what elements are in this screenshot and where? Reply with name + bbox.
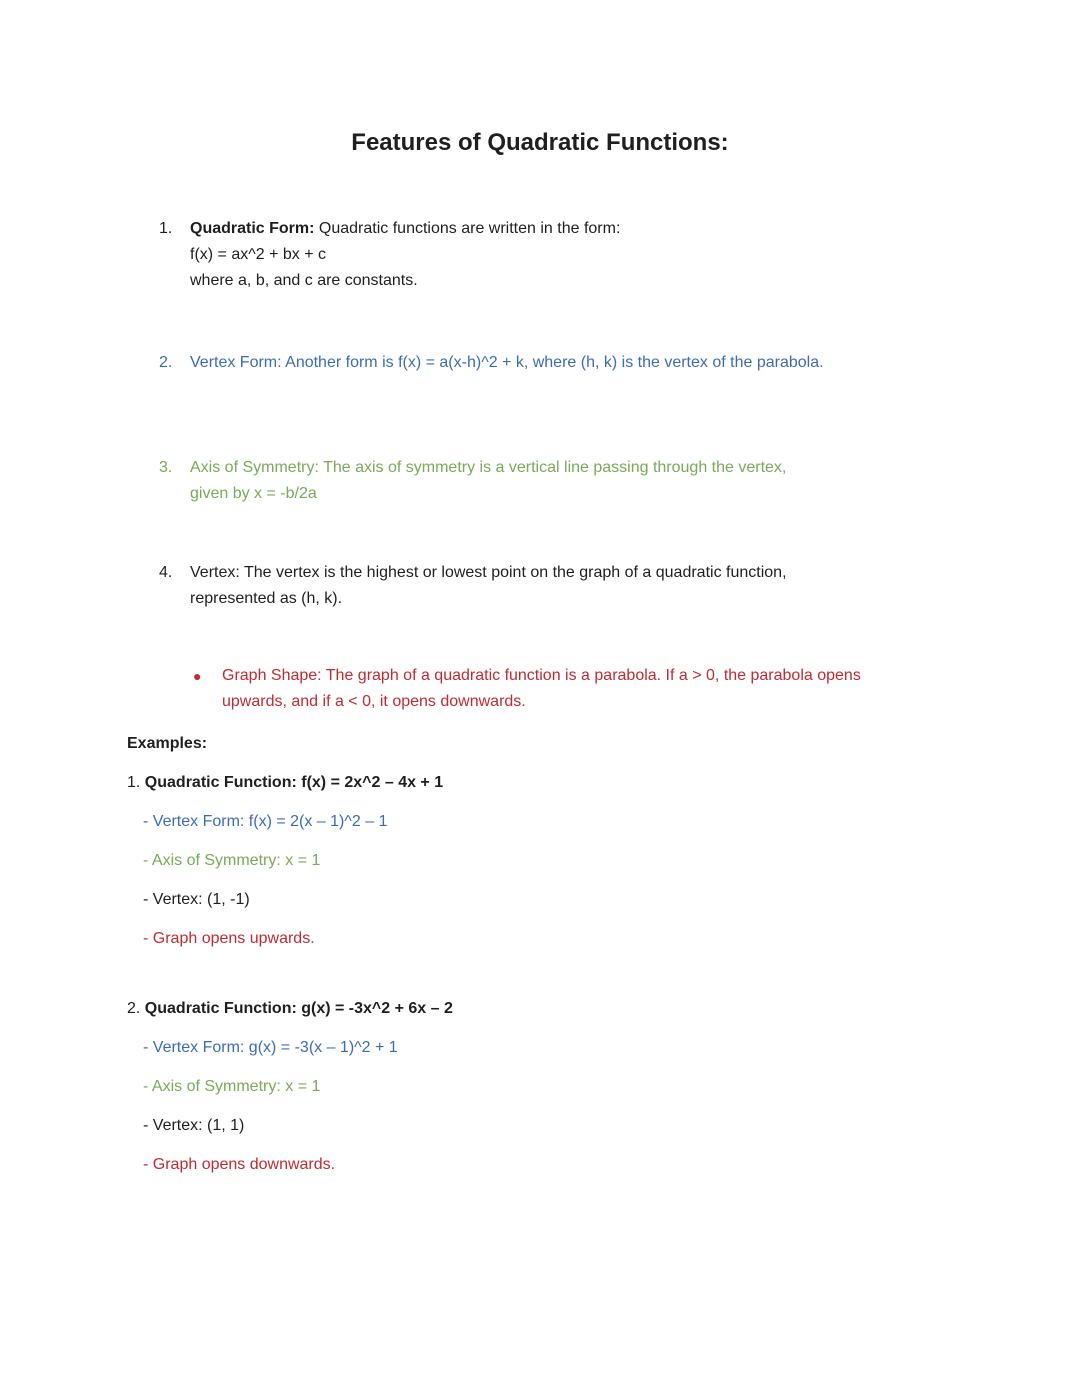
- axis-of-symmetry-line-1: Axis of Symmetry: The axis of symmetry is a vertical line passing through the vertex,: [190, 459, 787, 476]
- list-item-vertex: [159, 560, 1080, 612]
- list-item-text: [190, 216, 1080, 294]
- bullet-item-graph-shape: [193, 663, 1080, 715]
- example-2-number: 2.: [127, 1000, 141, 1017]
- list-item-number: 4.: [159, 564, 173, 581]
- quadratic-form-lead-rest: Quadratic functions are written in the form:: [314, 220, 621, 237]
- page-title: Features of Quadratic Functions:: [351, 129, 729, 156]
- numbered-list: [0, 216, 1080, 715]
- quadratic-form-lead: Quadratic Form:: [190, 220, 315, 237]
- list-item-number: 2.: [159, 354, 173, 371]
- example-1-title: [127, 770, 1080, 796]
- example-1: [127, 770, 1080, 952]
- bullet-item-text: [222, 663, 1080, 715]
- list-item-vertex-form: [159, 350, 1080, 376]
- axis-of-symmetry-line-2: given by x = -b/2a: [190, 485, 317, 502]
- example-2-title: [127, 996, 1080, 1022]
- list-item-text: [190, 560, 1080, 612]
- quadratic-form-line-1: [190, 216, 1080, 242]
- list-item-text: [190, 455, 1080, 507]
- example-1-number: 1.: [127, 774, 141, 791]
- bullet-icon: ●: [193, 668, 202, 684]
- example-2-graph-direction: - Graph opens downwards.: [143, 1156, 336, 1173]
- list-item-number: 1.: [159, 220, 173, 237]
- example-1-vertex-form: - Vertex Form: f(x) = 2(x – 1)^2 – 1: [143, 813, 388, 830]
- quadratic-form-line-3: where a, b, and c are constants.: [190, 272, 418, 289]
- list-item-number: 3.: [159, 459, 173, 476]
- list-item-axis-of-symmetry: [159, 455, 1080, 507]
- examples-section: [127, 731, 1080, 1178]
- example-2: [127, 996, 1080, 1178]
- graph-shape-line-1: Graph Shape: The graph of a quadratic function is a parabola. If a > 0, the parabola opens: [222, 667, 861, 684]
- example-1-vertex: - Vertex: (1, -1): [143, 891, 250, 908]
- vertex-line-1: Vertex: The vertex is the highest or lowest point on the graph of a quadratic function,: [190, 564, 787, 581]
- graph-shape-line-2: upwards, and if a < 0, it opens downwards.: [222, 693, 526, 710]
- example-2-vertex: - Vertex: (1, 1): [143, 1117, 245, 1134]
- example-1-graph-direction: - Graph opens upwards.: [143, 930, 315, 947]
- example-2-title-text: Quadratic Function: g(x) = -3x^2 + 6x – 2: [144, 1000, 453, 1017]
- example-2-vertex-form: - Vertex Form: g(x) = -3(x – 1)^2 + 1: [143, 1039, 398, 1056]
- vertex-line-2: represented as (h, k).: [190, 590, 343, 607]
- example-1-axis-of-symmetry: - Axis of Symmetry: x = 1: [143, 852, 321, 869]
- list-item-text: [190, 350, 1080, 376]
- examples-heading: Examples:: [127, 735, 208, 752]
- quadratic-form-line-2: f(x) = ax^2 + bx + c: [190, 246, 327, 263]
- example-1-title-text: Quadratic Function: f(x) = 2x^2 – 4x + 1: [144, 774, 444, 791]
- example-2-axis-of-symmetry: - Axis of Symmetry: x = 1: [143, 1078, 321, 1095]
- vertex-form-line-1: Vertex Form: Another form is f(x) = a(x-h)^2 + k, where (h, k) is the vertex of the parabola.: [190, 354, 824, 371]
- list-item-quadratic-form: [159, 216, 1080, 294]
